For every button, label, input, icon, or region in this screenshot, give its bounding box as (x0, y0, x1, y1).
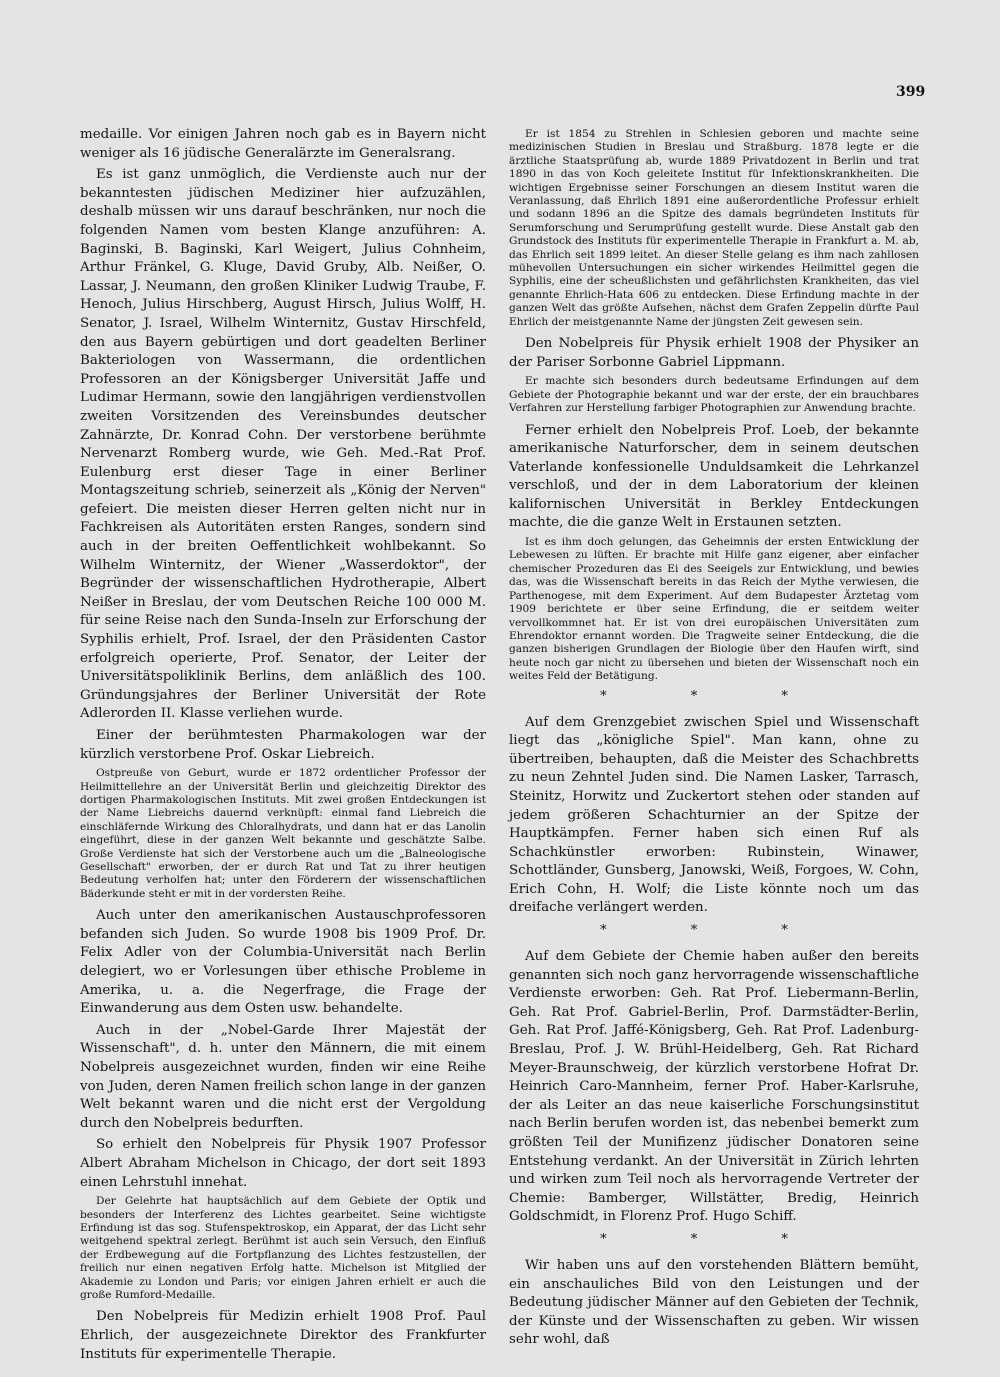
section-divider: * * * (600, 923, 828, 939)
paragraph: Einer der berühmtesten Pharmakologen war der kürzlich verstorbene Prof. Oskar Liebreich. (80, 728, 486, 762)
paragraph: Den Nobelpreis für Physik erhielt 1908 der Physiker an der Pariser Sorbonne Gabriel Lippmann. (509, 336, 919, 370)
paragraph: Auch unter den amerikanischen Austauschprofessoren befanden sich Juden. So wurde 1908 bis 1909 Prof. Dr. Felix Adler von der Columbia-Universität nach Berlin delegiert, wo er Vorlesungen über ethische Probleme in Amerika, u. a. die Negerfrage, die Frage der Einwanderung aus dem Osten usw. behandelte. (80, 908, 486, 1017)
paragraph: Den Nobelpreis für Medizin erhielt 1908 Prof. Paul Ehrlich, der ausgezeichnete Direktor des Frankfurter Instituts für experimentelle Therapie. (80, 1309, 486, 1362)
left-column (80, 126, 486, 1367)
section-divider: * * * (600, 1231, 828, 1247)
paragraph: Auf dem Gebiete der Chemie haben außer den bereits genannten sich noch ganz hervorragende wissenschaftliche Verdienste erworben: Geh. Rat Prof. Liebermann-Berlin, Geh. Rat Prof. Gabriel-Berlin, Prof. Darmstädter-Berlin, Geh. Rat Prof. Jaffé-Königsberg, Geh. Rat Prof. Ladenburg-Breslau, Prof. J. W. Brühl-Heidelberg, Geh. Rat Richard Meyer-Braunschweig, der kürzlich verstorbene Hofrat Dr. Heinrich Caro-Mannheim, ferner Prof. Haber-Karlsruhe, der als Leiter an das neue kaiserliche Forschungsinstitut nach Berlin berufen worden ist, das nebenbei bemerkt zum größten Teil der Munifizenz jüdischer Donatoren seine Entstehung verdankt. An der Universität in Zürich lehrten und wirken zum Teil noch als hervorragende Vertreter der Chemie: Bamberger, Willstätter, Bredig, Heinrich Goldschmidt, in Florenz Prof. Hugo Schiff. (509, 949, 919, 1225)
right-column (509, 126, 919, 1353)
footnote-paragraph: Er machte sich besonders durch bedeutsame Erfindungen auf dem Gebiete der Photographie bekannt und war der erste, der ein brauchbares Verfahren zur Herstellung farbiger Photographien zur Anwendung brachte. (509, 375, 919, 415)
footnote-paragraph: Der Gelehrte hat hauptsächlich auf dem Gebiete der Optik und besonders der Interferenz des Lichtes gearbeitet. Seine wichtigste Erfindung ist das sog. Stufenspektroskop, ein Apparat, der das Licht sehr weitgehend spektral zerlegt. Berühmt ist auch sein Versuch, den Einfluß der Erdbewegung auf die Fortpflanzung des Lichtes festzustellen, der freilich nur einen negativen Erfolg hatte. Michelson ist Mitglied der Akademie zu London und Paris; vor einigen Jahren erhielt er auch die große Rumford-Medaille. (80, 1195, 486, 1301)
footnote-paragraph: Er ist 1854 zu Strehlen in Schlesien geboren und machte seine medizinischen Studien in Breslau und Straßburg. 1878 legte er die ärztliche Staatsprüfung ab, wurde 1889 Privatdozent in Berlin und trat 1890 in das von Koch geleitete Institut für Infektionskrankheiten. Die wichtigen Ergebnisse seiner Forschungen an diesem Institut waren die Veranlassung, daß Ehrlich 1891 eine außerordentliche Professur erhielt und sodann 1896 an die Spitze des damals begründeten Instituts für Serumforschung und Serumprüfung gestellt wurde. Diese Anstalt gab den Grundstock des Instituts für experimentelle Therapie in Frankfurt a. M. ab, das Ehrlich seit 1899 leitet. An dieser Stelle gelang es ihm nach zahllosen mühevollen Untersuchungen ein sicher wirkendes Heilmittel gegen die Syphilis, eine der scheußlichsten und gefährlichsten Krankheiten, das viel genannte Ehrlich-Hata 606 zu entdecken. Diese Erfindung machte in der ganzen Welt das größte Aufsehen, nächst dem Grafen Zeppelin dürfte Paul Ehrlich der meistgenannte Name der jüngsten Zeit gewesen sein. (509, 128, 919, 328)
paragraph: Ferner erhielt den Nobelpreis Prof. Loeb, der bekannte amerikanische Naturforscher, dem in seinem deutschen Vaterlande konfessionelle Unduldsamkeit die Lehrkanzel verschloß, und der in dem Laboratorium der kleinen kalifornischen Universität in Berkley Entdeckungen machte, die die ganze Welt in Erstaunen setzten. (509, 422, 919, 531)
paragraph: Wir haben uns auf den vorstehenden Blättern bemüht, ein anschauliches Bild von den Leistungen und der Bedeutung jüdischer Männer auf den Gebieten der Technik, der Künste und der Wissenschaften zu geben. Wir wissen sehr wohl, daß (509, 1257, 919, 1348)
footnote-paragraph: Ostpreuße von Geburt, wurde er 1872 ordentlicher Professor der Heilmittellehre an der Universität Berlin und gleichzeitig Direktor des dortigen Pharmakologischen Instituts. Mit zwei großen Entdeckungen ist der Name Liebreichs dauernd verknüpft: einmal fand Liebreich die einschläfernde Wirkung des Chloralhydrats, und dann hat er das Lanolin eingeführt, diese in der ganzen Welt bekannte und geschätzte Salbe. Große Verdienste hat sich der Verstorbene auch um die „Balneologische Gesellschaft" erworben, der er durch Rat und Tat zu ihrer heutigen Bedeutung verholfen hat; unter den Förderern der wissenschaftlichen Bäderkunde steht er mit in der vordersten Reihe. (80, 767, 486, 900)
footnote-paragraph: Ist es ihm doch gelungen, das Geheimnis der ersten Entwicklung der Lebewesen zu lüften. Er brachte mit Hilfe ganz eigener, aber einfacher chemischer Prozeduren das Ei des Seeigels zur Entwicklung, und bewies das, was die Wissenschaft bereits in das Reich der Mythe verwiesen, die Parthenogese, mit dem Experiment. Auf dem Budapester Ärztetag vom 1909 berichtete er über seine Erfindung, die er seitdem weiter vervollkommnet hat. Er ist von drei europäischen Universitäten zum Ehrendoktor ernannt worden. Die Tragweite seiner Entdeckung, die die ganzen bisherigen Grundlagen der Biologie über den Haufen wirft, sind heute noch gar nicht zu übersehen und bieten der Wissenschaft noch ein weites Feld der Betätigung. (509, 536, 919, 683)
paragraph: Auf dem Grenzgebiet zwischen Spiel und Wissenschaft liegt das „königliche Spiel". Man kann, ohne zu übertreiben, behaupten, daß die Meister des Schachbretts zu neun Zehntel Juden sind. Die Namen Lasker, Tarrasch, Steinitz, Horwitz und Zuckertort stehen oder standen auf jedem größeren Schachturnier an der Spitze der Hauptkämpfen. Ferner haben sich einen Ruf als Schachkünstler erworben: Rubinstein, Winawer, Schottländer, Gunsberg, Janowski, Weiß, Forgoes, W. Cohn, Erich Cohn, H. Wolf; die Liste könnte noch um das dreifache verlängert werden. (509, 714, 919, 916)
paragraph: Es ist ganz unmöglich, die Verdienste auch nur der bekanntesten jüdischen Mediziner hier aufzuzählen, deshalb müssen wir uns darauf beschränken, nur noch die folgenden Namen vom besten Klange anzuführen: A. Baginski, B. Baginski, Karl Weigert, Julius Cohnheim, Arthur Fränkel, G. Kluge, David Gruby, Alb. Neißer, O. Lassar, J. Neumann, den großen Kliniker Ludwig Traube, F. Henoch, Julius Hirschberg, August Hirsch, Julius Wolff, H. Senator, J. Israel, Wilhelm Winternitz, Gustav Hirschfeld, den aus Bayern gebürtigen und dort geadelten Berliner Bakteriologen von Wassermann, die ordentlichen Professoren an der Königsberger Universität Jaffe und Ludimar Hermann, sowie den langjährigen verdienstvollen zweiten Vorsitzenden des Vereinsbundes deutscher Zahnärzte, Dr. Konrad Cohn. Der verstorbene berühmte Nervenarzt Romberg wurde, wie Geh. Med.-Rat Prof. Eulenburg erst dieser Tage in einer Berliner Montagszeitung schrieb, seinerzeit als „König der Nerven" gefeiert. Die meisten dieser Herren gelten nicht nur in Fachkreisen als Autoritäten ersten Ranges, sondern sind auch in der breiten Oeffentlichkeit wohlbekannt. So Wilhelm Winternitz, der Wiener „Wasserdoktor", der Begründer der wissenschaftlichen Hydrotherapie, Albert Neißer in Breslau, der vom Deutschen Reiche 100 000 M. für seine Reise nach den Sunda-Inseln zur Erforschung der Syphilis erhielt, Prof. Israel, der den Präsidenten Castor erfolgreich operierte, Prof. Senator, der Leiter der Universitätspoliklinik Berlins, dem anläßlich des 100. Gründungsjahres der Berliner Universität der Rote Adlerorden II. Klasse verliehen wurde. (80, 167, 486, 722)
paragraph: So erhielt den Nobelpreis für Physik 1907 Professor Albert Abraham Michelson in Chicago, der dort seit 1893 einen Lehrstuhl innehat. (80, 1137, 486, 1190)
page-number: 399 (896, 84, 926, 100)
paragraph: medaille. Vor einigen Jahren noch gab es in Bayern nicht weniger als 16 jüdische Generalärzte im Generalsrang. (80, 127, 486, 161)
section-divider: * * * (600, 688, 828, 704)
paragraph: Auch in der „Nobel-Garde Ihrer Majestät der Wissenschaft", d. h. unter den Männern, die mit einem Nobelpreis ausgezeichnet wurden, finden wir eine Reihe von Juden, deren Namen freilich schon lange in der ganzen Welt bekannt waren und die nicht erst der Vergoldung durch den Nobelpreis bedurften. (80, 1022, 486, 1131)
